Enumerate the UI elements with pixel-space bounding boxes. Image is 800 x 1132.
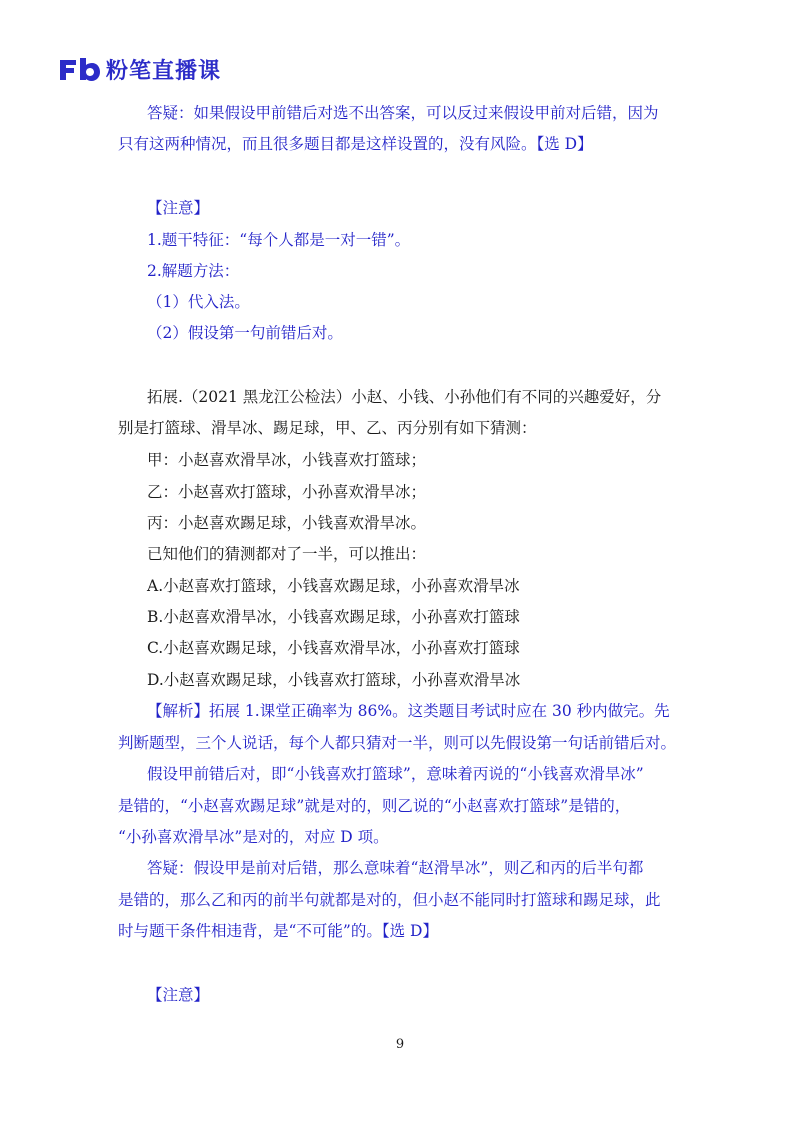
question-stem: 别是打篮球、滑旱冰、踢足球，甲、乙、丙分别有如下猜测：: [118, 419, 537, 437]
guess-line: 乙：小赵喜欢打篮球，小孙喜欢滑旱冰；: [147, 483, 427, 501]
text-line: 2.解题方法：: [147, 262, 240, 280]
analysis-line: 是错的，那么乙和丙的前半句就都是对的，但小赵不能同时打篮球和踢足球，此: [118, 891, 661, 909]
text-line: 答疑：如果假设甲前错后对选不出答案，可以反过来假设甲前对后错，因为: [147, 104, 659, 122]
guess-line: 丙：小赵喜欢踢足球，小钱喜欢滑旱冰。: [147, 514, 427, 532]
analysis-line: 【解析】拓展 1.课堂正确率为 86%。这类题目考试时应在 30 秒内做完。先: [147, 702, 670, 720]
option-b: B.小赵喜欢滑旱冰，小钱喜欢踢足球，小孙喜欢打篮球: [147, 608, 520, 626]
option-a: A.小赵喜欢打篮球，小钱喜欢踢足球，小孙喜欢滑旱冰: [147, 577, 520, 595]
option-c: C.小赵喜欢踢足球，小钱喜欢滑旱冰，小孙喜欢打篮球: [147, 639, 520, 657]
text-line: 只有这两种情况，而且很多题目都是这样设置的，没有风险。【选 D】: [118, 135, 593, 153]
option-d: D.小赵喜欢踢足球，小钱喜欢打篮球，小孙喜欢滑旱冰: [147, 671, 521, 689]
text-line: 1.题干特征：“每个人都是一对一错”。: [147, 231, 411, 249]
analysis-line: 判断题型，三个人说话，每个人都只猜对一半，则可以先假设第一句话前错后对。: [118, 734, 677, 752]
analysis-line: “小孙喜欢滑旱冰”是对的，对应 D 项。: [118, 828, 389, 846]
analysis-line: 时与题干条件相违背，是“不可能”的。【选 D】: [118, 922, 438, 940]
note-heading: 【注意】: [147, 986, 210, 1004]
note-heading: 【注意】: [147, 199, 210, 217]
analysis-line: 假设甲前错后对，即“小钱喜欢打篮球”，意味着丙说的“小钱喜欢滑旱冰”: [147, 765, 644, 783]
question-stem: 已知他们的猜测都对了一半，可以推出：: [147, 545, 427, 563]
brand-logo: [58, 54, 221, 84]
logo-text: 粉笔直播课: [106, 58, 222, 84]
analysis-line: 是错的，“小赵喜欢踢足球”就是对的，则乙说的“小赵喜欢打篮球”是错的，: [118, 797, 631, 815]
question-stem: 拓展.（2021 黑龙江公检法）小赵、小钱、小孙他们有不同的兴趣爱好，分: [147, 388, 662, 406]
page-number: 9: [395, 1037, 405, 1052]
fb-logo-icon: [58, 56, 102, 82]
text-line: （2）假设第一句前错后对。: [147, 324, 343, 342]
text-line: （1）代入法。: [147, 293, 250, 311]
guess-line: 甲：小赵喜欢滑旱冰，小钱喜欢打篮球；: [147, 451, 427, 469]
analysis-line: 答疑：假设甲是前对后错，那么意味着“赵滑旱冰”，则乙和丙的后半句都: [147, 859, 644, 877]
